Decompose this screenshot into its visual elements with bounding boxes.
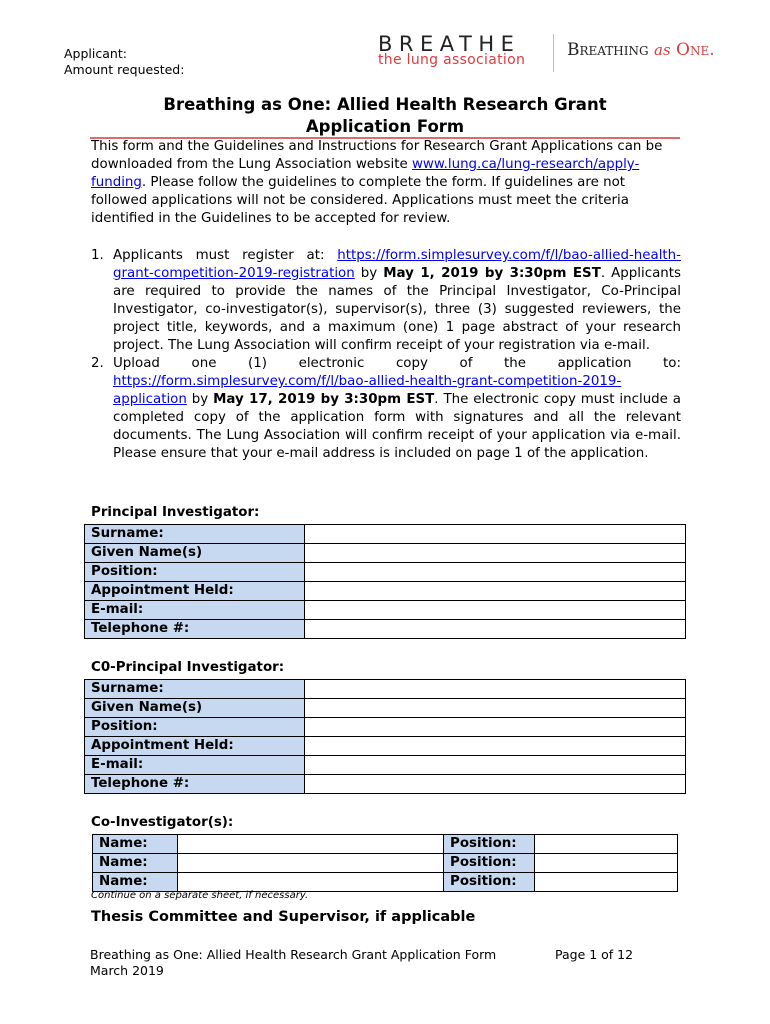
registration-link[interactable]: https://form.simplesurvey.com/f/l/bao-allied-health-grant-competition-2019-registration [113, 248, 681, 281]
copi-telephone-field[interactable] [305, 775, 686, 794]
logo-divider [553, 34, 554, 72]
copi-given-name-label: Given Name(s) [85, 699, 305, 718]
copi-email-field[interactable] [305, 756, 686, 775]
lung-association-tagline: the lung association [378, 52, 526, 68]
pi-telephone-label: Telephone #: [85, 620, 305, 639]
copi-appointment-field[interactable] [305, 737, 686, 756]
pi-appointment-label: Appointment Held: [85, 582, 305, 601]
copi-given-name-field[interactable] [305, 699, 686, 718]
title-line-2: Application Form [305, 117, 465, 136]
page-number: Page 1 of 12 [555, 947, 634, 962]
pi-appointment-field[interactable] [305, 582, 686, 601]
continue-note: Continue on a separate sheet, if necessary. [91, 890, 309, 901]
copi-position-label: Position: [85, 718, 305, 737]
pi-position-field[interactable] [305, 563, 686, 582]
copi-surname-label: Surname: [85, 680, 305, 699]
bao-logo-as: as [654, 41, 671, 59]
coinv-heading: Co-Investigator(s): [91, 815, 234, 830]
funding-link[interactable]: www.lung.ca/lung-research/apply-funding [91, 157, 640, 190]
breathe-logo: BREATHE [378, 32, 521, 56]
copi-appointment-label: Appointment Held: [85, 737, 305, 756]
bao-logo-word2: One. [676, 40, 715, 60]
intro-text-after: . Please follow the guidelines to complete the form. If guidelines are not followed applications will not be considered. Applications must meet the criteria identified in the Guidelines to be accepted for review. [91, 175, 629, 226]
step-text: Upload one (1) electronic copy of the application to: [113, 356, 681, 371]
pi-given-name-label: Given Name(s) [85, 544, 305, 563]
copi-position-field[interactable] [305, 718, 686, 737]
intro-paragraph [91, 138, 681, 228]
coinv-position-field[interactable] [535, 854, 678, 873]
copi-email-label: E-mail: [85, 756, 305, 775]
title-line-1: Breathing as One: Allied Health Research Grant [163, 95, 607, 114]
step-text: . Applicants are required to provide the names of the Principal Investigator, Co-Principal Investigator, co-investigator(s), supervisor(s), three (3) suggested reviewers, the project title, keywords, and a maximum (one) 1 page abstract of your research project. The Lung Association will confirm receipt of your registration via e-mail. [113, 266, 681, 353]
step-number: 1. [91, 248, 104, 263]
pi-telephone-field[interactable] [305, 620, 686, 639]
applicant-block [64, 46, 184, 78]
step-deadline: May 1, 2019 by 3:30pm EST [383, 266, 601, 281]
copi-heading: C0-Principal Investigator: [91, 660, 285, 675]
pi-email-label: E-mail: [85, 601, 305, 620]
coinv-position-field[interactable] [535, 873, 678, 892]
breathing-as-one-logo [567, 40, 715, 60]
intro-text-before: This form and the Guidelines and Instructions for Research Grant Applications can be downloaded from the Lung Association website [91, 139, 663, 172]
coinv-name-field[interactable] [178, 835, 444, 854]
amount-requested-label: Amount requested: [64, 62, 185, 77]
pi-table [84, 524, 686, 639]
pi-heading: Principal Investigator: [91, 505, 260, 520]
coinv-position-label: Position: [444, 835, 535, 854]
coinv-name-label: Name: [93, 854, 178, 873]
instructions-list [91, 247, 681, 463]
pi-surname-label: Surname: [85, 525, 305, 544]
footer-title: Breathing as One: Allied Health Research Grant Application Form [90, 947, 497, 962]
coinv-position-field[interactable] [535, 835, 678, 854]
coinv-name-label: Name: [93, 873, 178, 892]
coinv-name-field[interactable] [178, 873, 444, 892]
step-number: 2. [91, 356, 104, 371]
coinv-position-label: Position: [444, 854, 535, 873]
applicant-label: Applicant: [64, 46, 127, 61]
page-title [90, 94, 680, 138]
step-text: Applicants must register at: [113, 248, 338, 263]
coinv-position-label: Position: [444, 873, 535, 892]
copi-table [84, 679, 686, 794]
coinv-name-label: Name: [93, 835, 178, 854]
pi-email-field[interactable] [305, 601, 686, 620]
thesis-heading: Thesis Committee and Supervisor, if applicable [91, 909, 476, 925]
step-deadline: May 17, 2019 by 3:30pm EST [213, 392, 435, 407]
footer [90, 947, 496, 979]
footer-date: March 2019 [90, 963, 164, 978]
list-item [91, 355, 681, 463]
step-text: . The electronic copy must include a completed copy of the application form with signatures and all the relevant documents. The Lung Association will confirm receipt of your application via e-mail. Please ensure that your e-mail address is included on page 1 of the application. [113, 392, 682, 461]
application-link[interactable]: https://form.simplesurvey.com/f/l/bao-allied-health-grant-competition-2019-application [113, 374, 622, 407]
bao-logo-word1: Breathing [567, 40, 649, 60]
copi-telephone-label: Telephone #: [85, 775, 305, 794]
pi-position-label: Position: [85, 563, 305, 582]
coinv-table [92, 834, 678, 892]
step-text: by [186, 392, 214, 407]
list-item [91, 247, 681, 355]
coinv-name-field[interactable] [178, 854, 444, 873]
pi-surname-field[interactable] [305, 525, 686, 544]
pi-given-name-field[interactable] [305, 544, 686, 563]
step-text: by [354, 266, 384, 281]
copi-surname-field[interactable] [305, 680, 686, 699]
